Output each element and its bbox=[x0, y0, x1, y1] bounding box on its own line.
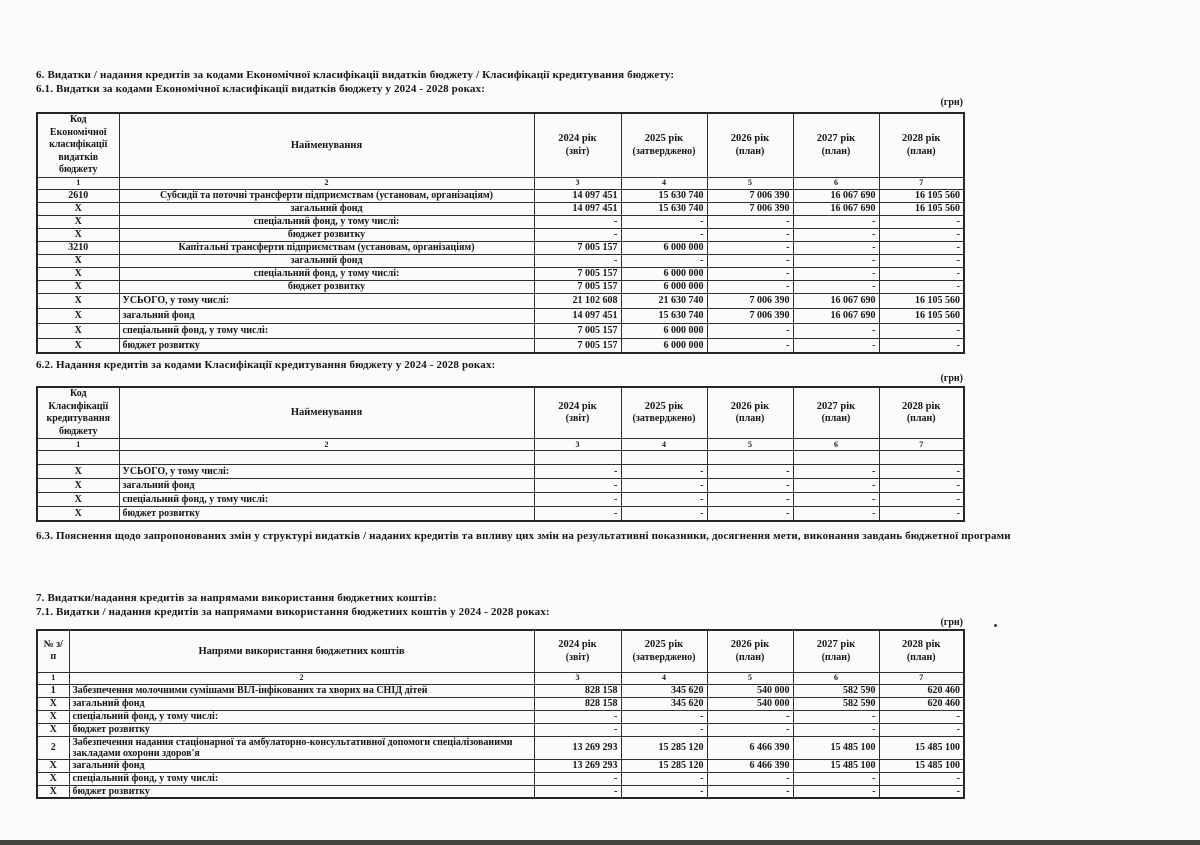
value-cell: 15 630 740 bbox=[621, 202, 707, 215]
code-cell: X bbox=[37, 785, 69, 798]
value-cell: 582 590 bbox=[793, 684, 879, 697]
code-column-header: № з/п bbox=[37, 630, 69, 672]
table-row bbox=[37, 759, 964, 772]
name-cell: бюджет розвитку bbox=[119, 338, 534, 353]
table-row bbox=[37, 465, 964, 479]
value-cell: - bbox=[534, 465, 621, 479]
value-cell: - bbox=[879, 465, 964, 479]
value-cell: - bbox=[707, 228, 793, 241]
value-cell: - bbox=[793, 254, 879, 267]
value-cell: 21 630 740 bbox=[621, 293, 707, 308]
column-number-cell: 1 bbox=[37, 439, 119, 451]
section-6-heading: 6. Видатки / надання кредитів за кодами Економічної класифікації видатків бюджету / Класифікації кредитування бюджету: bbox=[36, 69, 675, 81]
year-label: 2027 рік bbox=[816, 401, 856, 413]
value-cell: 540 000 bbox=[707, 684, 793, 697]
year-note: (звіт) bbox=[565, 651, 590, 663]
code-cell: 3210 bbox=[37, 241, 119, 254]
table-row bbox=[37, 451, 964, 465]
value-cell: - bbox=[879, 228, 964, 241]
column-number-cell: 5 bbox=[707, 439, 793, 451]
year-note: (звіт) bbox=[565, 413, 590, 425]
code-cell: X bbox=[37, 215, 119, 228]
year-label: 2028 рік bbox=[902, 401, 941, 413]
year-label: 2024 рік bbox=[558, 639, 597, 651]
value-cell bbox=[793, 451, 879, 465]
code-cell: X bbox=[37, 493, 119, 507]
year-column-header bbox=[793, 387, 879, 439]
table-row bbox=[37, 215, 964, 228]
year-column-header bbox=[621, 630, 707, 672]
value-cell: - bbox=[793, 785, 879, 798]
value-cell: - bbox=[793, 280, 879, 293]
value-cell: - bbox=[707, 254, 793, 267]
table-header-row bbox=[37, 113, 964, 177]
value-cell: - bbox=[621, 772, 707, 785]
column-number-row bbox=[37, 177, 964, 189]
column-number-cell: 7 bbox=[879, 672, 964, 684]
currency-note-7-1: (грн) bbox=[940, 617, 963, 628]
column-number-cell: 4 bbox=[621, 439, 707, 451]
column-number-cell: 1 bbox=[37, 672, 69, 684]
value-cell bbox=[707, 451, 793, 465]
value-cell: - bbox=[793, 723, 879, 736]
value-cell: - bbox=[879, 479, 964, 493]
code-cell: X bbox=[37, 202, 119, 215]
value-cell: 15 285 120 bbox=[621, 736, 707, 759]
year-label: 2025 рік bbox=[644, 639, 684, 651]
value-cell: - bbox=[534, 710, 621, 723]
year-column-header bbox=[621, 387, 707, 439]
value-cell: 14 097 451 bbox=[534, 308, 621, 323]
value-cell: - bbox=[793, 493, 879, 507]
value-cell: - bbox=[793, 465, 879, 479]
table-row bbox=[37, 479, 964, 493]
code-cell: X bbox=[37, 723, 69, 736]
credits-by-credit-classification-table bbox=[36, 386, 965, 522]
name-cell: загальний фонд bbox=[119, 479, 534, 493]
name-cell: Капітальні трансферти підприємствам (установам, організаціям) bbox=[119, 241, 534, 254]
year-note: (план) bbox=[906, 145, 936, 157]
code-cell: 2 bbox=[37, 736, 69, 759]
scan-edge-strip bbox=[0, 840, 1200, 845]
value-cell: - bbox=[879, 785, 964, 798]
value-cell: 7 006 390 bbox=[707, 189, 793, 202]
value-cell: 6 000 000 bbox=[621, 241, 707, 254]
value-cell: - bbox=[707, 215, 793, 228]
name-cell bbox=[119, 451, 534, 465]
name-cell: бюджет розвитку bbox=[119, 280, 534, 293]
column-number-cell: 1 bbox=[37, 177, 119, 189]
year-column-header bbox=[793, 113, 879, 177]
name-cell: спеціальний фонд, у тому числі: bbox=[119, 267, 534, 280]
column-number-cell: 6 bbox=[793, 439, 879, 451]
name-cell: спеціальний фонд, у тому числі: bbox=[119, 493, 534, 507]
year-column-header bbox=[879, 387, 964, 439]
value-cell: 828 158 bbox=[534, 697, 621, 710]
value-cell: - bbox=[707, 710, 793, 723]
year-note: (план) bbox=[821, 145, 851, 157]
value-cell: - bbox=[621, 507, 707, 521]
section-6-3-heading: 6.3. Пояснення щодо запропонованих змін у структурі видатків / наданих кредитів та впливу цих змін на результативні показники, досягнення мети, виконання завдань бюджетної програми bbox=[36, 530, 1011, 542]
value-cell: - bbox=[707, 772, 793, 785]
year-column-header bbox=[621, 113, 707, 177]
value-cell: 15 485 100 bbox=[793, 736, 879, 759]
table-row bbox=[37, 202, 964, 215]
name-cell: Забезпечення надання стаціонарної та амбулаторно-консультативної допомоги спеціалізованими закладами охорони здоров'я bbox=[69, 736, 534, 759]
value-cell: 7 006 390 bbox=[707, 202, 793, 215]
year-label: 2028 рік bbox=[902, 133, 941, 145]
value-cell: - bbox=[793, 267, 879, 280]
value-cell: - bbox=[793, 241, 879, 254]
table-row bbox=[37, 785, 964, 798]
value-cell: - bbox=[793, 338, 879, 353]
table-row bbox=[37, 189, 964, 202]
year-label: 2025 рік bbox=[644, 133, 684, 145]
table-row bbox=[37, 772, 964, 785]
column-number-cell: 4 bbox=[621, 177, 707, 189]
expenditures-by-usage-directions-table bbox=[36, 629, 965, 799]
value-cell: - bbox=[793, 710, 879, 723]
code-cell: X bbox=[37, 479, 119, 493]
value-cell: - bbox=[707, 323, 793, 338]
code-cell: X bbox=[37, 710, 69, 723]
year-label: 2024 рік bbox=[558, 401, 597, 413]
value-cell: - bbox=[534, 254, 621, 267]
value-cell: - bbox=[707, 465, 793, 479]
table-row bbox=[37, 684, 964, 697]
column-number-cell: 3 bbox=[534, 439, 621, 451]
value-cell: - bbox=[879, 338, 964, 353]
value-cell: 540 000 bbox=[707, 697, 793, 710]
value-cell: 13 269 293 bbox=[534, 736, 621, 759]
name-cell: УСЬОГО, у тому числі: bbox=[119, 465, 534, 479]
table-row bbox=[37, 736, 964, 759]
value-cell: - bbox=[707, 280, 793, 293]
value-cell: 16 105 560 bbox=[879, 189, 964, 202]
table-row bbox=[37, 710, 964, 723]
value-cell: 16 067 690 bbox=[793, 293, 879, 308]
column-number-row bbox=[37, 439, 964, 451]
table-row bbox=[37, 697, 964, 710]
code-cell: X bbox=[37, 507, 119, 521]
value-cell: - bbox=[534, 493, 621, 507]
column-number-cell: 3 bbox=[534, 177, 621, 189]
value-cell: 7 005 157 bbox=[534, 280, 621, 293]
name-cell: спеціальний фонд, у тому числі: bbox=[119, 215, 534, 228]
year-label: 2028 рік bbox=[902, 639, 941, 651]
value-cell: - bbox=[621, 710, 707, 723]
year-note: (план) bbox=[735, 413, 765, 425]
value-cell: - bbox=[707, 785, 793, 798]
code-cell: X bbox=[37, 323, 119, 338]
value-cell: - bbox=[621, 723, 707, 736]
value-cell: 21 102 608 bbox=[534, 293, 621, 308]
year-label: 2027 рік bbox=[816, 639, 856, 651]
value-cell: 16 067 690 bbox=[793, 308, 879, 323]
name-cell: бюджет розвитку bbox=[69, 723, 534, 736]
table-row bbox=[37, 228, 964, 241]
year-note: (звіт) bbox=[565, 145, 590, 157]
value-cell: - bbox=[879, 493, 964, 507]
year-note: (план) bbox=[906, 413, 936, 425]
year-note: (план) bbox=[906, 651, 936, 663]
code-cell: X bbox=[37, 308, 119, 323]
code-cell: X bbox=[37, 465, 119, 479]
name-cell: загальний фонд bbox=[119, 254, 534, 267]
name-cell: загальний фонд bbox=[119, 202, 534, 215]
column-number-cell: 2 bbox=[69, 672, 534, 684]
value-cell: - bbox=[707, 338, 793, 353]
value-cell: - bbox=[707, 507, 793, 521]
value-cell: - bbox=[621, 215, 707, 228]
code-cell: X bbox=[37, 759, 69, 772]
value-cell: 15 485 100 bbox=[879, 759, 964, 772]
column-number-cell: 2 bbox=[119, 177, 534, 189]
table-row bbox=[37, 267, 964, 280]
value-cell: - bbox=[621, 228, 707, 241]
value-cell: - bbox=[707, 493, 793, 507]
name-cell: загальний фонд bbox=[119, 308, 534, 323]
table-row bbox=[37, 254, 964, 267]
value-cell: - bbox=[879, 267, 964, 280]
value-cell: 7 006 390 bbox=[707, 308, 793, 323]
code-cell: 1 bbox=[37, 684, 69, 697]
value-cell: 15 630 740 bbox=[621, 189, 707, 202]
value-cell: - bbox=[879, 710, 964, 723]
section-6-1-heading: 6.1. Видатки за кодами Економічної класифікації видатків бюджету у 2024 - 2028 роках: bbox=[36, 83, 486, 95]
year-label: 2025 рік bbox=[644, 401, 684, 413]
table-row bbox=[37, 293, 964, 308]
value-cell: 7 006 390 bbox=[707, 293, 793, 308]
table-row bbox=[37, 723, 964, 736]
year-note: (затверджено) bbox=[632, 651, 696, 663]
value-cell: 16 067 690 bbox=[793, 202, 879, 215]
value-cell: 7 005 157 bbox=[534, 241, 621, 254]
year-note: (затверджено) bbox=[632, 413, 696, 425]
table-row bbox=[37, 507, 964, 521]
value-cell: 6 466 390 bbox=[707, 759, 793, 772]
value-cell: - bbox=[879, 280, 964, 293]
value-cell: - bbox=[534, 785, 621, 798]
value-cell: 7 005 157 bbox=[534, 267, 621, 280]
value-cell: - bbox=[793, 479, 879, 493]
value-cell: 15 485 100 bbox=[879, 736, 964, 759]
value-cell: - bbox=[793, 215, 879, 228]
value-cell: 16 067 690 bbox=[793, 189, 879, 202]
code-cell: X bbox=[37, 228, 119, 241]
table-header-row bbox=[37, 630, 964, 672]
column-number-row bbox=[37, 672, 964, 684]
year-column-header bbox=[707, 387, 793, 439]
column-number-cell: 6 bbox=[793, 177, 879, 189]
value-cell: - bbox=[621, 254, 707, 267]
code-cell: 2610 bbox=[37, 189, 119, 202]
table-row bbox=[37, 323, 964, 338]
table-row bbox=[37, 338, 964, 353]
value-cell: 345 620 bbox=[621, 684, 707, 697]
value-cell: 620 460 bbox=[879, 697, 964, 710]
year-label: 2026 рік bbox=[730, 401, 770, 413]
year-label: 2024 рік bbox=[558, 133, 597, 145]
value-cell: - bbox=[879, 507, 964, 521]
scan-artifact-dot bbox=[994, 624, 997, 627]
column-number-cell: 6 bbox=[793, 672, 879, 684]
code-cell: X bbox=[37, 293, 119, 308]
value-cell: 7 005 157 bbox=[534, 338, 621, 353]
year-note: (план) bbox=[735, 145, 765, 157]
column-number-cell: 5 bbox=[707, 177, 793, 189]
table-row bbox=[37, 280, 964, 293]
value-cell: - bbox=[534, 507, 621, 521]
value-cell: - bbox=[621, 479, 707, 493]
value-cell: - bbox=[879, 254, 964, 267]
value-cell: - bbox=[879, 323, 964, 338]
name-cell: бюджет розвитку bbox=[119, 228, 534, 241]
year-note: (план) bbox=[821, 651, 851, 663]
value-cell: - bbox=[793, 507, 879, 521]
name-cell: Забезпечення молочними сумішами ВІЛ-інфікованих та хворих на СНІД дітей bbox=[69, 684, 534, 697]
value-cell: - bbox=[879, 772, 964, 785]
year-column-header bbox=[707, 630, 793, 672]
value-cell: - bbox=[534, 772, 621, 785]
value-cell bbox=[879, 451, 964, 465]
value-cell: - bbox=[707, 241, 793, 254]
value-cell: - bbox=[621, 465, 707, 479]
year-column-header bbox=[534, 113, 621, 177]
column-number-cell: 5 bbox=[707, 672, 793, 684]
value-cell bbox=[621, 451, 707, 465]
name-cell: бюджет розвитку bbox=[69, 785, 534, 798]
code-cell: X bbox=[37, 697, 69, 710]
value-cell: - bbox=[707, 479, 793, 493]
value-cell: - bbox=[534, 723, 621, 736]
name-cell: спеціальний фонд, у тому числі: bbox=[69, 710, 534, 723]
value-cell: 13 269 293 bbox=[534, 759, 621, 772]
name-column-header: Напрями використання бюджетних коштів bbox=[69, 630, 534, 672]
value-cell: 582 590 bbox=[793, 697, 879, 710]
table-header-row bbox=[37, 387, 964, 439]
name-cell: бюджет розвитку bbox=[119, 507, 534, 521]
value-cell: - bbox=[879, 723, 964, 736]
name-column-header: Найменування bbox=[119, 113, 534, 177]
value-cell: - bbox=[534, 215, 621, 228]
value-cell: - bbox=[621, 785, 707, 798]
value-cell: 620 460 bbox=[879, 684, 964, 697]
value-cell bbox=[534, 451, 621, 465]
table-row bbox=[37, 308, 964, 323]
value-cell: 828 158 bbox=[534, 684, 621, 697]
value-cell: 16 105 560 bbox=[879, 293, 964, 308]
value-cell: - bbox=[793, 323, 879, 338]
section-7-heading: 7. Видатки/надання кредитів за напрямами використання бюджетних коштів: bbox=[36, 592, 437, 604]
value-cell: 6 000 000 bbox=[621, 280, 707, 293]
name-column-header: Найменування bbox=[119, 387, 534, 439]
code-column-header: Код Класифікації кредитування бюджету bbox=[37, 387, 119, 439]
value-cell: - bbox=[879, 215, 964, 228]
value-cell: - bbox=[793, 772, 879, 785]
value-cell: - bbox=[707, 267, 793, 280]
currency-note-6-1: (грн) bbox=[940, 97, 963, 108]
value-cell: 15 285 120 bbox=[621, 759, 707, 772]
value-cell: 16 105 560 bbox=[879, 308, 964, 323]
year-column-header bbox=[534, 630, 621, 672]
column-number-cell: 7 bbox=[879, 177, 964, 189]
name-cell: загальний фонд bbox=[69, 697, 534, 710]
column-number-cell: 2 bbox=[119, 439, 534, 451]
code-cell: X bbox=[37, 267, 119, 280]
value-cell: 15 630 740 bbox=[621, 308, 707, 323]
value-cell: - bbox=[793, 228, 879, 241]
name-cell: Субсидії та поточні трансферти підприємствам (установам, організаціям) bbox=[119, 189, 534, 202]
year-label: 2026 рік bbox=[730, 133, 770, 145]
year-column-header bbox=[534, 387, 621, 439]
value-cell: - bbox=[534, 479, 621, 493]
code-cell bbox=[37, 451, 119, 465]
value-cell: 16 105 560 bbox=[879, 202, 964, 215]
value-cell: 345 620 bbox=[621, 697, 707, 710]
value-cell: - bbox=[707, 723, 793, 736]
year-note: (план) bbox=[821, 413, 851, 425]
table-row bbox=[37, 493, 964, 507]
year-column-header bbox=[793, 630, 879, 672]
value-cell: - bbox=[879, 241, 964, 254]
year-note: (план) bbox=[735, 651, 765, 663]
column-number-cell: 3 bbox=[534, 672, 621, 684]
value-cell: 7 005 157 bbox=[534, 323, 621, 338]
year-column-header bbox=[879, 113, 964, 177]
value-cell: 15 485 100 bbox=[793, 759, 879, 772]
code-cell: X bbox=[37, 772, 69, 785]
currency-note-6-2: (грн) bbox=[940, 373, 963, 384]
value-cell: 14 097 451 bbox=[534, 189, 621, 202]
column-number-cell: 4 bbox=[621, 672, 707, 684]
year-column-header bbox=[707, 113, 793, 177]
value-cell: 6 000 000 bbox=[621, 323, 707, 338]
year-label: 2027 рік bbox=[816, 133, 856, 145]
section-6-2-heading: 6.2. Надання кредитів за кодами Класифікації кредитування бюджету у 2024 - 2028 роках: bbox=[36, 359, 496, 371]
table-row bbox=[37, 241, 964, 254]
value-cell: - bbox=[534, 228, 621, 241]
value-cell: - bbox=[621, 493, 707, 507]
name-cell: УСЬОГО, у тому числі: bbox=[119, 293, 534, 308]
code-cell: X bbox=[37, 254, 119, 267]
code-cell: X bbox=[37, 280, 119, 293]
value-cell: 6 466 390 bbox=[707, 736, 793, 759]
name-cell: загальний фонд bbox=[69, 759, 534, 772]
code-cell: X bbox=[37, 338, 119, 353]
value-cell: 6 000 000 bbox=[621, 338, 707, 353]
expenditures-by-economic-classification-table bbox=[36, 112, 965, 354]
section-7-1-heading: 7.1. Видатки / надання кредитів за напрямами використання бюджетних коштів у 2024 - 2028 роках: bbox=[36, 606, 550, 618]
name-cell: спеціальний фонд, у тому числі: bbox=[69, 772, 534, 785]
year-label: 2026 рік bbox=[730, 639, 770, 651]
name-cell: спеціальний фонд, у тому числі: bbox=[119, 323, 534, 338]
code-column-header: Код Економічної класифікації видатків бюджету bbox=[37, 113, 119, 177]
year-note: (затверджено) bbox=[632, 145, 696, 157]
year-column-header bbox=[879, 630, 964, 672]
column-number-cell: 7 bbox=[879, 439, 964, 451]
value-cell: 6 000 000 bbox=[621, 267, 707, 280]
value-cell: 14 097 451 bbox=[534, 202, 621, 215]
